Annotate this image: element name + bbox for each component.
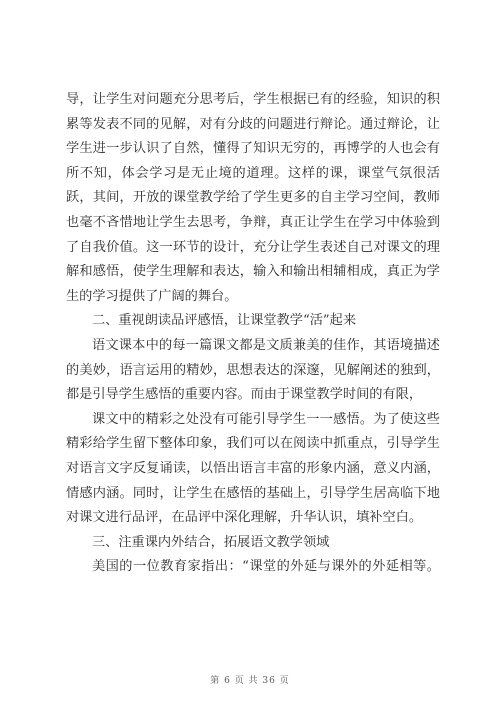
- paragraph-line: 美国的一位教育家指出：“课堂的外延与课外的外延相等。: [92, 559, 440, 575]
- paragraph-line: 学生进一步认识了自然，懂得了知识无穷的，再博学的人也会有: [66, 141, 440, 157]
- paragraph-line: 了自我价值。这一环节的设计，充分让学生表述自己对课文的理: [66, 239, 440, 255]
- paragraph-line: 解和感悟，使学生理解和表达，输入和输出相辅相成，真正为学: [66, 264, 440, 280]
- paragraph-line: 情感内涵。同时，让学生在感悟的基础上，引导学生居高临下地: [66, 485, 440, 501]
- section-heading: 三、注重课内外结合，拓展语文教学领域: [92, 534, 330, 550]
- paragraph-line: 对语言文字反复诵读，以悟出语言丰富的形象内涵，意义内涵，: [66, 460, 440, 476]
- paragraph-line: 生的学习提供了广阔的舞台。: [66, 288, 238, 304]
- paragraph-line: 课文中的精彩之处没有可能引导学生一一感悟。为了使这些: [92, 411, 440, 427]
- paragraph-line: 累等发表不同的见解，对有分歧的问题进行辩论。通过辩论，让: [66, 116, 440, 132]
- section-heading: 二、重视朗读品评感悟，让课堂教学“活”起来: [92, 313, 357, 329]
- page-number: 第 6 页 共 36 页: [210, 676, 290, 686]
- paragraph-line: 语文课本中的每一篇课文都是文质兼美的佳作，其语境描述: [92, 337, 440, 353]
- paragraph-line: 也毫不吝惜地让学生去思考，争辩，真正让学生在学习中体验到: [66, 214, 440, 230]
- paragraph-line: 对课文进行品评，在品评中深化理解，升华认识，填补空白。: [66, 510, 423, 526]
- paragraph-line: 精彩给学生留下整体印象，我们可以在阅读中抓重点，引导学生: [66, 436, 440, 452]
- paragraph-line: 都是引导学生感悟的重要内容。而由于课堂教学时间的有限，: [66, 387, 423, 403]
- document-body: [66, 88, 440, 580]
- paragraph-line: 跃，其间，开放的课堂教学给了学生更多的自主学习空间，教师: [66, 190, 440, 206]
- paragraph-line: 所不知，体会学习是无止境的道理。这样的课，课堂气氛很活: [66, 165, 440, 181]
- paragraph-line: 导，让学生对问题充分思考后，学生根据已有的经验，知识的积: [66, 92, 440, 107]
- paragraph-line: 的美妙，语言运用的精妙，思想表达的深邃，见解阐述的独到，: [66, 362, 440, 378]
